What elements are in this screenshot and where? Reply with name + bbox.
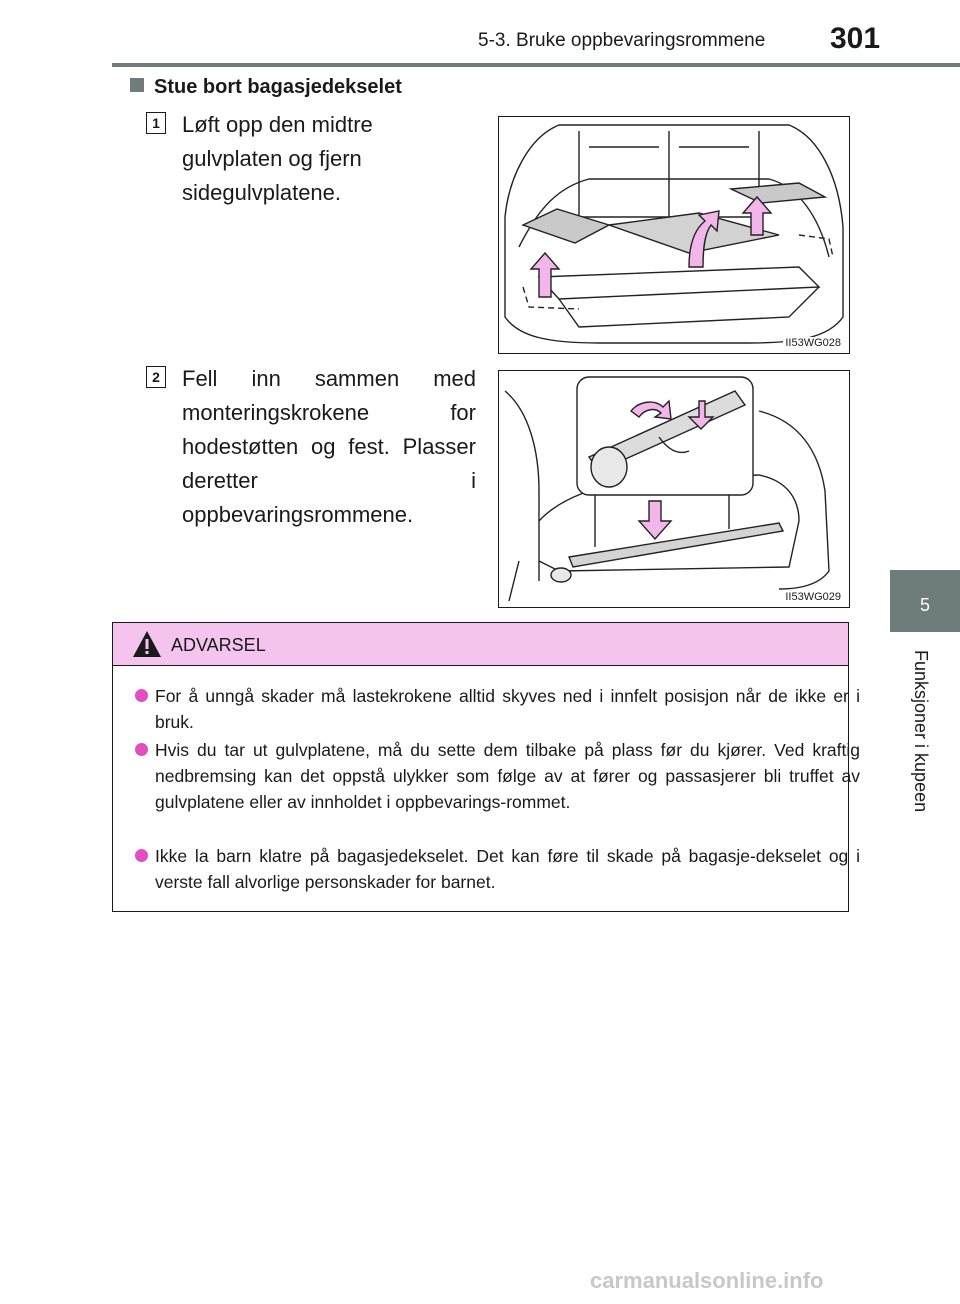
section-heading-text: Stue bort bagasjedekselet bbox=[154, 76, 402, 98]
figure-floor-panels bbox=[498, 116, 850, 354]
figure-stow-cover bbox=[498, 370, 850, 608]
warning-triangle-icon bbox=[131, 629, 163, 659]
step-number-1: 1 bbox=[146, 112, 166, 134]
figure-code-2: II53WG029 bbox=[785, 591, 841, 603]
figure-code-1: II53WG028 bbox=[785, 337, 841, 349]
step-number-2: 2 bbox=[146, 366, 166, 388]
header-section-title: 5-3. Bruke oppbevaringsrommene bbox=[478, 30, 766, 51]
page-number: 301 bbox=[830, 22, 881, 55]
chapter-tab-label: Funksjoner i kupeen bbox=[911, 650, 931, 813]
step-text-2: Fell inn sammen med monteringskrokene for hodestøtten og fest. Plasser deretter i oppbevaringsrommene. bbox=[182, 366, 476, 527]
warning-title: ADVARSEL bbox=[171, 635, 266, 655]
header-rule bbox=[112, 63, 960, 67]
step-text-1: Løft opp den midtre gulvplaten og fjern sidegulvplatene. bbox=[182, 112, 373, 205]
watermark: carmanualsonline.info bbox=[590, 1268, 824, 1293]
bullet-icon bbox=[135, 849, 148, 862]
warning-item: For å unngå skader må lastekrokene alltid skyves ned i innfelt posisjon når de ikke er i bruk. bbox=[135, 683, 860, 735]
square-bullet-icon bbox=[130, 78, 144, 92]
warning-item: Ikke la barn klatre på bagasjedekselet. Det kan føre til skade på bagasje-dekselet og i verste fall alvorlige personskader for barnet. bbox=[135, 843, 860, 895]
bullet-icon bbox=[135, 743, 148, 756]
warning-box bbox=[112, 622, 860, 912]
chapter-tab: 5 bbox=[890, 570, 960, 632]
warning-header bbox=[113, 623, 848, 666]
warning-item: Hvis du tar ut gulvplatene, må du sette dem tilbake på plass før du kjører. Ved kraftig nedbremsing kan det oppstå ulykker som følge av at fører og passasjerer bli truffet av gulvplatene eller av innholdet i oppbevarings-rommet. bbox=[135, 737, 860, 815]
tonneau-stow-illustration bbox=[499, 371, 849, 607]
cargo-floor-illustration bbox=[499, 117, 849, 353]
bullet-icon bbox=[135, 689, 148, 702]
section-heading bbox=[130, 76, 402, 99]
